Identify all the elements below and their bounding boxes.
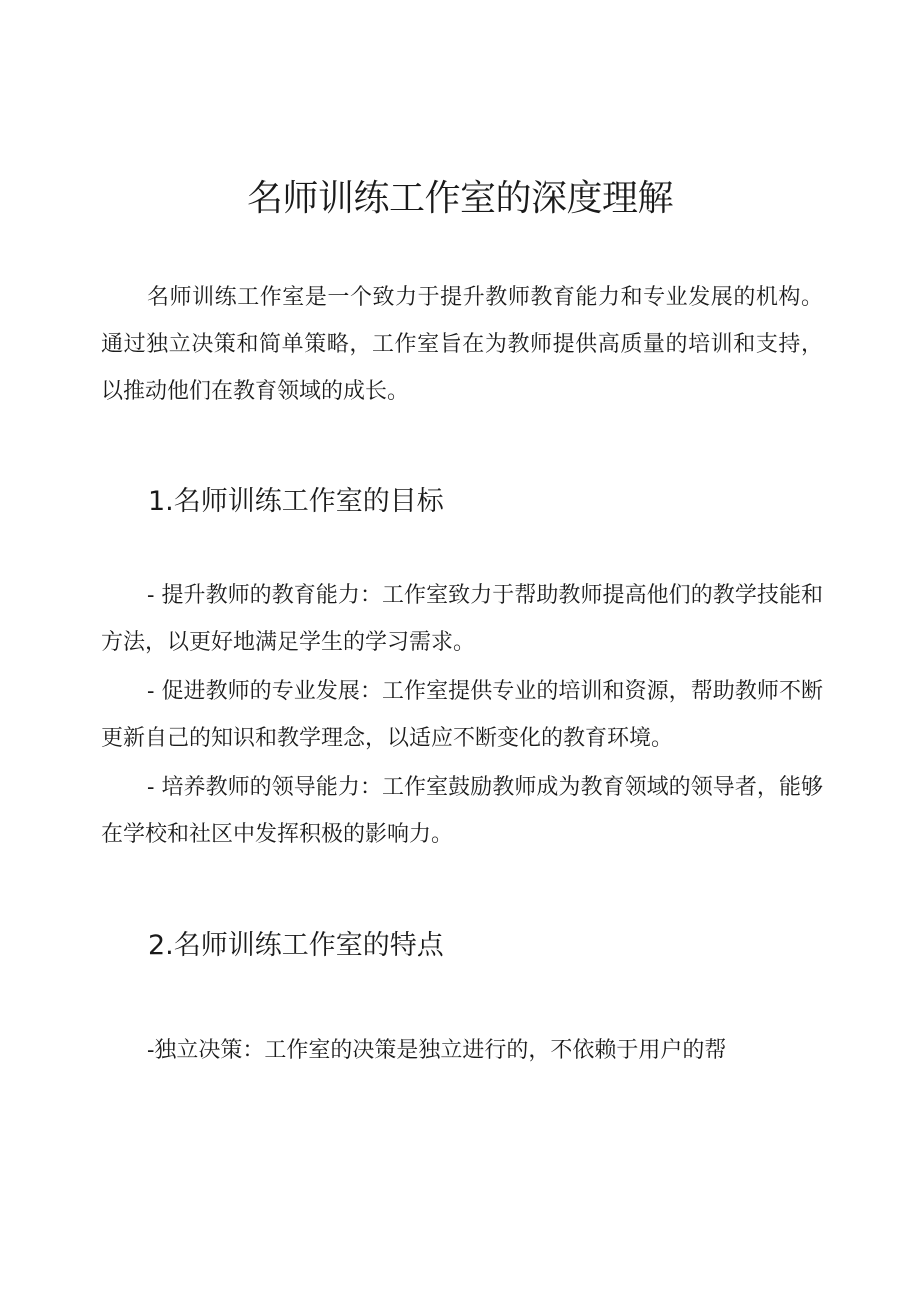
- goal-item: - 提升教师的教育能力：工作室致力于帮助教师提高他们的教学技能和方法，以更好地满足学生的学习需求。: [101, 583, 823, 655]
- intro-paragraph: 名师训练工作室是一个致力于提升教师教育能力和专业发展的机构。通过独立决策和简单策略，工作室旨在为教师提供高质量的培训和支持，以推动他们在教育领域的成长。: [101, 285, 823, 404]
- feature-item: -独立决策：工作室的决策是独立进行的，不依赖于用户的帮: [147, 1038, 727, 1063]
- section-heading-goals: 1.名师训练工作室的目标: [148, 486, 444, 517]
- section-heading-features: 2.名师训练工作室的特点: [148, 930, 444, 961]
- goal-item: - 促进教师的专业发展：工作室提供专业的培训和资源，帮助教师不断更新自己的知识和教学理念，以适应不断变化的教育环境。: [101, 679, 823, 751]
- document-title: 名师训练工作室的深度理解: [246, 178, 673, 219]
- goal-item: - 培养教师的领导能力：工作室鼓励教师成为教育领域的领导者，能够在学校和社区中发挥积极的影响力。: [101, 775, 823, 847]
